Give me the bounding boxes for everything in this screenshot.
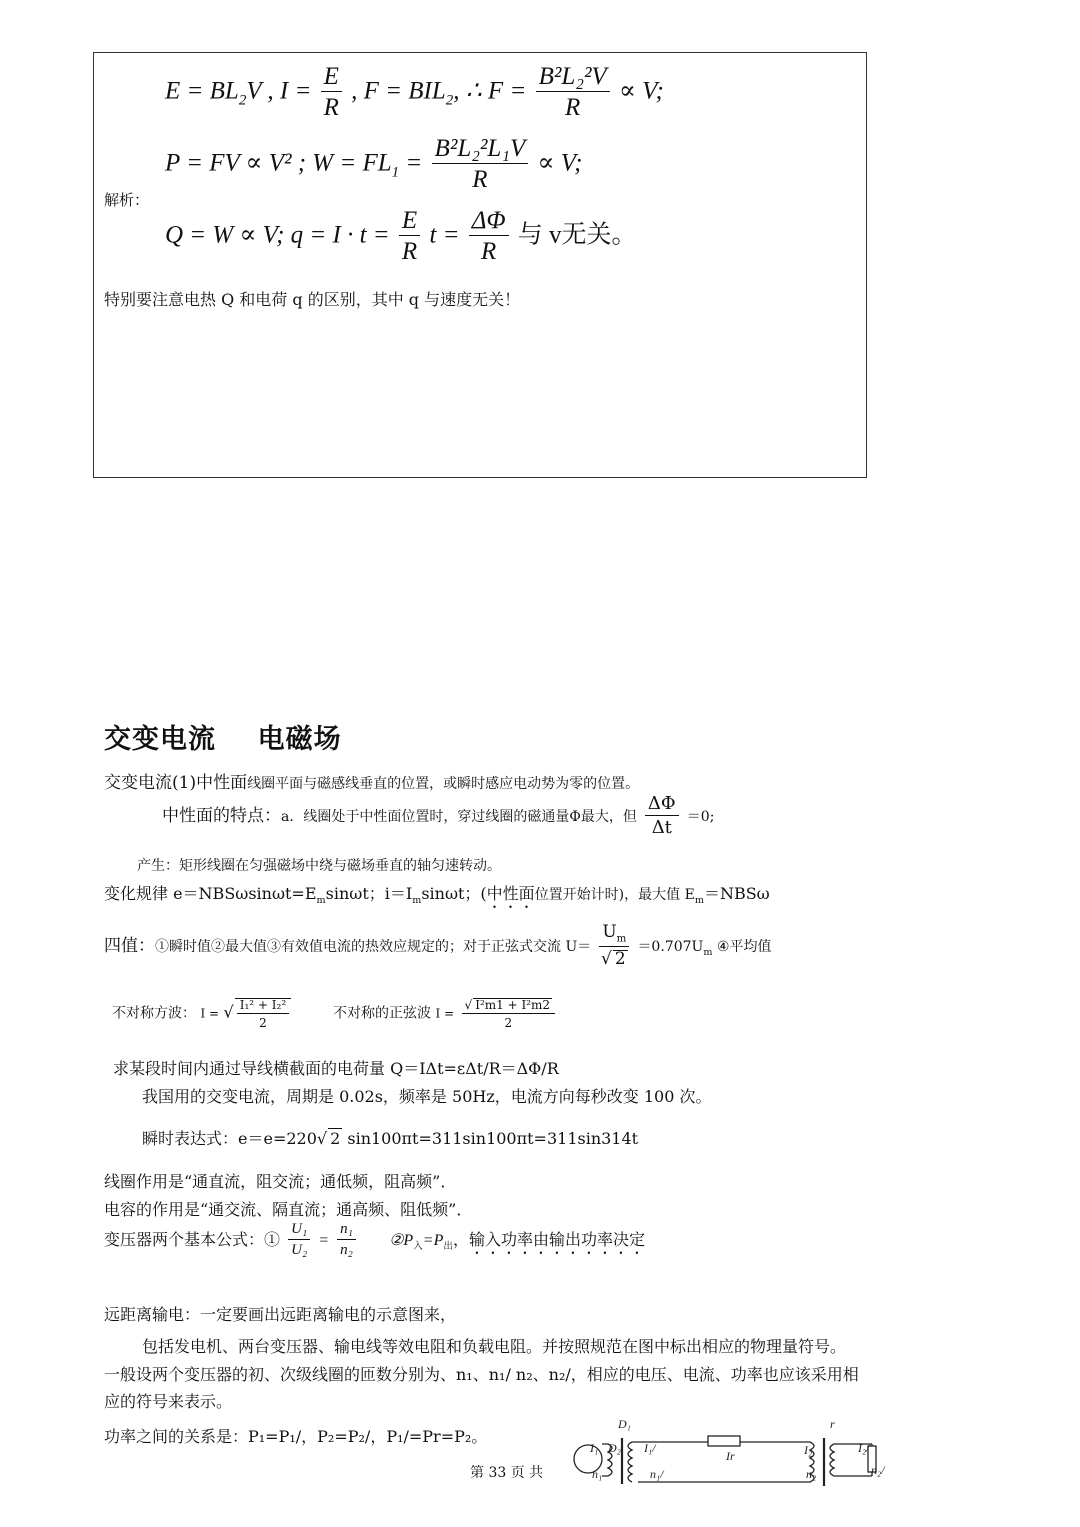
secondary-coil-2 — [830, 1444, 840, 1476]
label-r: r — [830, 1417, 835, 1431]
paragraph-generation: 产生：矩形线圈在匀强磁场中绕与磁场垂直的轴匀速转动。 — [137, 858, 501, 874]
note-text: 特别要注意电热 Q 和电荷 q 的区别，其中 q 与速度无关！ — [104, 290, 521, 309]
paragraph-turns: 一般设两个变压器的初、次级线圈的匝数分别为、n₁、n₁/ n₂、n₂/，相应的电压、电流、功率也应该采用相 — [104, 1365, 859, 1384]
label-I2: I₂ — [804, 1443, 813, 1457]
transmission-diagram — [568, 1416, 898, 1506]
paragraph-neutral-features: 中性面的特点：a．线圈处于中性面位置时，穿过线圈的磁通量Φ最大，但 $\frac{\Delta\Phi}{\Delta t}$ ＝0; — [162, 793, 715, 838]
label-I1: I₁ — [590, 1441, 599, 1455]
equation-line-3: Q = W ∝ V; q = I · t = $\frac{E}{R}$ t = $\frac{\Delta\Phi}{R}$ 与 v无关。 — [165, 207, 637, 266]
label-I2p: I₂/ — [858, 1441, 870, 1455]
paragraph-inductor: 线圈作用是“通直流，阻交流；通低频，阻高频”． — [104, 1172, 457, 1191]
paragraph-transformer: 变压器两个基本公式：① $\frac{\text{U₁}}{\text{U₂}}$ = $\frac{\text{n₁}}{\text{n₂}}$ $②P_入=P_出$，输入功率由输出功率决定 — [104, 1221, 645, 1258]
label-D2: D₂ — [608, 1441, 621, 1455]
paragraph-symbols: 应的符号来表示。 — [104, 1392, 233, 1411]
label-D1: D₁ — [618, 1417, 631, 1431]
label-n2: n₂ — [806, 1467, 817, 1481]
secondary-coil-1 — [628, 1442, 638, 1482]
paragraph-long-distance: 远距离输电：一定要画出远距离输电的示意图来， — [104, 1305, 457, 1324]
paragraph-instant-expression: 瞬时表达式：e＝e=220√ 2 sin100πt=311sin100πt=311sin314t — [142, 1129, 639, 1148]
line-resistor — [708, 1436, 740, 1446]
paragraph-charge: 求某段时间内通过导线横截面的电荷量 Q＝IΔt=εΔt/R＝ΔΦ/R — [113, 1059, 559, 1078]
paragraph-variation-law: 变化规律 $e=NBS\omega\sin\omega t=E_m\sin\omega t$；$i=I_m\sin\omega t$；(中性面位置开始计时)，最大值 $E_m=NBS\omega$ — [104, 884, 770, 907]
section-title: 交变电流 电磁场 — [104, 724, 342, 755]
paragraph-power-relation: 功率之间的关系是：P₁=P₁/，P₂=P₂/，P₁/=Pr=P₂。 — [104, 1427, 488, 1446]
label-n1: n₁ — [592, 1467, 603, 1481]
label-n1p: n₁/ — [650, 1467, 664, 1481]
label-n2p: n₂/ — [871, 1463, 885, 1477]
analysis-label: 解析： — [104, 191, 150, 209]
equation-line-2: P = FV ∝ V² ; $W = FL_1$ = $\frac{\text{B²L₂²L₁V}}{R}$ ∝ V; — [165, 135, 583, 194]
paragraph-four-values: 四值：①瞬时值②最大值③有效值电流的热效应规定的；对于正弦式交流 U＝ $\frac{U_m}{√ 2}$ $=0.707U_m$ ④平均值 — [104, 922, 772, 970]
paragraph-asymmetric: 不对称方波： I = √ $\frac{\text{I₁² + I₂²}}{2}$ 不对称的正弦波 I = $\frac{\text{√ I²m1 + I²m2}}{2}$ — [112, 998, 558, 1029]
paragraph-includes: 包括发电机、两台变压器、输电线等效电阻和负载电阻。并按照规范在图中标出相应的物理量符号。 — [142, 1337, 847, 1356]
page-footer: 第 33 页 共 — [470, 1465, 544, 1481]
paragraph-china-ac: 我国用的交变电流，周期是 0.02s，频率是 50Hz，电流方向每秒改变 100 次。 — [142, 1087, 712, 1106]
paragraph-neutral-plane: 交变电流(1)中性面线圈平面与磁感线垂直的位置，或瞬时感应电动势为零的位置。 — [104, 773, 640, 793]
label-I1p: I₁/ — [644, 1441, 656, 1455]
paragraph-capacitor: 电容的作用是“通交流、隔直流；通高频、阻低频”． — [104, 1200, 473, 1219]
equation-line-1: $E = BL_2V$ , I = $\frac{E}{R}$ , $F = BIL_2$, ∴ F = $\frac{\text{B²L₂²V}}{R}$ ∝ V; — [165, 63, 664, 122]
label-Ir: Ir — [726, 1449, 735, 1463]
